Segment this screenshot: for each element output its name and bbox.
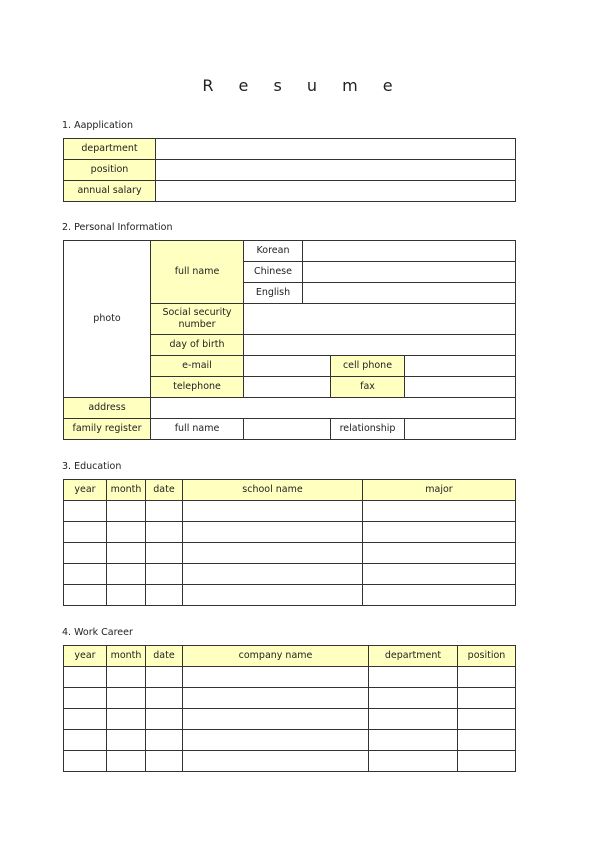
major-cell[interactable] (363, 585, 516, 606)
school-name-cell[interactable] (183, 543, 363, 564)
relationship-field[interactable] (405, 419, 516, 440)
date-cell[interactable] (146, 667, 183, 688)
major-cell[interactable] (363, 522, 516, 543)
position-cell[interactable] (458, 688, 516, 709)
year-cell[interactable] (64, 730, 107, 751)
department-field[interactable] (156, 139, 516, 160)
date-cell[interactable] (146, 585, 183, 606)
career-row (64, 688, 516, 709)
career-row (64, 709, 516, 730)
col-school-name: school name (183, 480, 363, 501)
major-cell[interactable] (363, 564, 516, 585)
department-cell[interactable] (369, 667, 458, 688)
education-row (64, 501, 516, 522)
col-month: month (107, 480, 146, 501)
date-cell[interactable] (146, 751, 183, 772)
label-position: position (64, 160, 156, 181)
career-table (63, 645, 516, 772)
chinese-name-field[interactable] (303, 262, 516, 283)
month-cell[interactable] (107, 522, 146, 543)
department-cell[interactable] (369, 730, 458, 751)
month-cell[interactable] (107, 688, 146, 709)
section-heading-career: 4. Work Career (62, 627, 133, 638)
position-cell[interactable] (458, 730, 516, 751)
major-cell[interactable] (363, 501, 516, 522)
school-name-cell[interactable] (183, 585, 363, 606)
date-cell[interactable] (146, 688, 183, 709)
year-cell[interactable] (64, 667, 107, 688)
col-date: date (146, 480, 183, 501)
annual-salary-field[interactable] (156, 181, 516, 202)
photo-label: photo (93, 313, 121, 324)
education-row (64, 543, 516, 564)
section-heading-personal: 2. Personal Information (62, 222, 173, 233)
label-department: department (64, 139, 156, 160)
month-cell[interactable] (107, 709, 146, 730)
year-cell[interactable] (64, 709, 107, 730)
major-cell[interactable] (363, 543, 516, 564)
date-cell[interactable] (146, 564, 183, 585)
address-field[interactable] (151, 398, 516, 419)
section-heading-education: 3. Education (62, 461, 122, 472)
label-chinese: Chinese (244, 262, 303, 283)
year-cell[interactable] (64, 564, 107, 585)
career-row (64, 667, 516, 688)
fax-field[interactable] (405, 377, 516, 398)
personal-info-table (63, 240, 516, 440)
date-cell[interactable] (146, 543, 183, 564)
position-field[interactable] (156, 160, 516, 181)
company-name-cell[interactable] (183, 667, 369, 688)
label-family-full-name: full name (151, 419, 244, 440)
date-cell[interactable] (146, 709, 183, 730)
label-annual-salary: annual salary (64, 181, 156, 202)
month-cell[interactable] (107, 501, 146, 522)
col-major: major (363, 480, 516, 501)
career-row (64, 751, 516, 772)
label-english: English (244, 283, 303, 304)
month-cell[interactable] (107, 585, 146, 606)
education-row (64, 522, 516, 543)
english-name-field[interactable] (303, 283, 516, 304)
korean-name-field[interactable] (303, 241, 516, 262)
email-field[interactable] (244, 356, 331, 377)
school-name-cell[interactable] (183, 501, 363, 522)
col-company-name: company name (183, 646, 369, 667)
date-cell[interactable] (146, 501, 183, 522)
label-telephone: telephone (151, 377, 244, 398)
month-cell[interactable] (107, 543, 146, 564)
company-name-cell[interactable] (183, 730, 369, 751)
col-department: department (369, 646, 458, 667)
ssn-field[interactable] (244, 304, 516, 335)
date-cell[interactable] (146, 522, 183, 543)
col-year: year (64, 646, 107, 667)
education-table (63, 479, 516, 606)
month-cell[interactable] (107, 730, 146, 751)
col-month: month (107, 646, 146, 667)
department-cell[interactable] (369, 751, 458, 772)
label-family-register: family register (64, 419, 151, 440)
department-cell[interactable] (369, 688, 458, 709)
date-cell[interactable] (146, 730, 183, 751)
career-row (64, 730, 516, 751)
year-cell[interactable] (64, 688, 107, 709)
day-of-birth-field[interactable] (244, 335, 516, 356)
month-cell[interactable] (107, 751, 146, 772)
position-cell[interactable] (458, 751, 516, 772)
label-relationship: relationship (331, 419, 405, 440)
section-heading-application: 1. Aapplication (62, 120, 133, 131)
family-full-name-field[interactable] (244, 419, 331, 440)
label-fax: fax (331, 377, 405, 398)
position-cell[interactable] (458, 709, 516, 730)
label-address: address (64, 398, 151, 419)
telephone-field[interactable] (244, 377, 331, 398)
col-year: year (64, 480, 107, 501)
col-position: position (458, 646, 516, 667)
label-full-name: full name (151, 241, 244, 304)
page-title: R e s u m e (202, 76, 403, 95)
col-date: date (146, 646, 183, 667)
label-korean: Korean (244, 241, 303, 262)
year-cell[interactable] (64, 522, 107, 543)
cell-phone-field[interactable] (405, 356, 516, 377)
school-name-cell[interactable] (183, 564, 363, 585)
application-table (63, 138, 516, 202)
label-day-of-birth: day of birth (151, 335, 244, 356)
position-cell[interactable] (458, 667, 516, 688)
company-name-cell[interactable] (183, 709, 369, 730)
month-cell[interactable] (107, 667, 146, 688)
year-cell[interactable] (64, 751, 107, 772)
label-email: e-mail (151, 356, 244, 377)
company-name-cell[interactable] (183, 688, 369, 709)
label-cell-phone: cell phone (331, 356, 405, 377)
month-cell[interactable] (107, 564, 146, 585)
year-cell[interactable] (64, 585, 107, 606)
photo-box[interactable] (64, 241, 151, 398)
education-row (64, 564, 516, 585)
education-row (64, 585, 516, 606)
year-cell[interactable] (64, 501, 107, 522)
company-name-cell[interactable] (183, 751, 369, 772)
school-name-cell[interactable] (183, 522, 363, 543)
label-ssn: Social security number (151, 304, 244, 335)
year-cell[interactable] (64, 543, 107, 564)
department-cell[interactable] (369, 709, 458, 730)
